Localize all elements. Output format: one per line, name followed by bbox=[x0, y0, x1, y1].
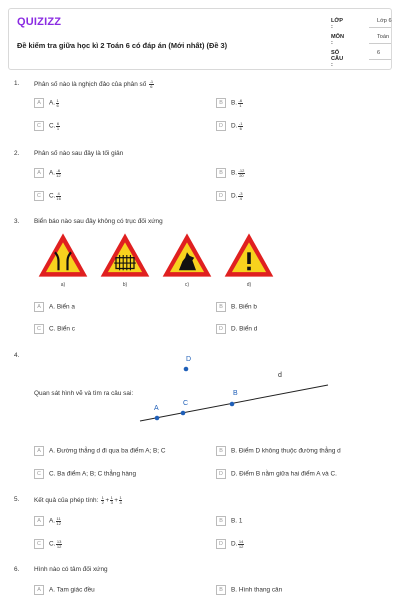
point-label: A bbox=[154, 405, 159, 412]
option-prefix: C. bbox=[49, 122, 56, 130]
option-letter-box: C bbox=[34, 324, 44, 334]
frac-num: -12 bbox=[238, 167, 245, 173]
option-letter-box: B bbox=[216, 516, 226, 526]
option-prefix: A. bbox=[49, 169, 56, 177]
frac-den: 2 bbox=[101, 500, 104, 505]
question-text bbox=[34, 80, 155, 89]
frac-den: 1 bbox=[56, 125, 60, 131]
point-c bbox=[181, 411, 186, 416]
question-text: Hình nào có tâm đối xứng bbox=[34, 566, 108, 573]
frac-num: 1 bbox=[101, 495, 104, 500]
traffic-signs-figure bbox=[36, 230, 286, 292]
fraction bbox=[119, 496, 122, 505]
option-text: C. Biển c bbox=[49, 325, 75, 333]
fraction bbox=[56, 192, 60, 201]
option-b[interactable] bbox=[216, 98, 244, 110]
warning-sign-b-icon bbox=[98, 230, 152, 280]
frac-num: -6 bbox=[238, 97, 243, 103]
frac-den: 12 bbox=[238, 543, 244, 549]
frac-num: 14 bbox=[238, 538, 244, 544]
frac-num: 1 bbox=[56, 97, 59, 103]
option-text: C. Ba điểm A; B; C thẳng hàng bbox=[49, 470, 137, 478]
frac-den: 16 bbox=[56, 195, 61, 201]
geometry-figure bbox=[138, 356, 338, 426]
option-letter-box: D bbox=[216, 121, 226, 131]
option-c[interactable] bbox=[34, 324, 75, 336]
line-label: d bbox=[278, 372, 282, 379]
quizizz-logo: QUIZIZZ bbox=[17, 16, 62, 28]
option-prefix: C. bbox=[49, 192, 56, 200]
option-text: B. Điểm D không thuộc đường thẳng d bbox=[231, 447, 341, 455]
option-prefix: D. bbox=[231, 122, 238, 130]
fraction bbox=[238, 122, 243, 131]
warning-sign-c-icon bbox=[160, 230, 214, 280]
fraction bbox=[56, 540, 61, 549]
option-letter-box: A bbox=[34, 516, 44, 526]
option-letter-box: D bbox=[216, 324, 226, 334]
option-b[interactable] bbox=[216, 302, 257, 314]
option-text: B. 1 bbox=[231, 517, 243, 525]
option-letter-box: D bbox=[216, 191, 226, 201]
point-d bbox=[184, 367, 189, 372]
fraction bbox=[149, 80, 154, 89]
option-letter-box: A bbox=[34, 446, 44, 456]
fraction bbox=[238, 99, 243, 108]
option-a[interactable] bbox=[34, 168, 62, 180]
meta-underline bbox=[369, 59, 391, 60]
frac-num: 4 bbox=[57, 190, 60, 196]
option-b[interactable] bbox=[216, 168, 246, 180]
option-letter-box: A bbox=[34, 585, 44, 595]
frac-num: 11 bbox=[56, 515, 61, 521]
frac-den: 4 bbox=[239, 195, 242, 201]
option-prefix: C. bbox=[49, 540, 56, 548]
warning-sign-d-icon bbox=[222, 230, 276, 280]
option-d[interactable] bbox=[216, 191, 244, 203]
frac-num: -1 bbox=[238, 120, 243, 126]
question-text-main: Phân số nào là nghịch đảo của phân số bbox=[34, 81, 147, 89]
meta-underline bbox=[369, 43, 391, 44]
sign-label: d) bbox=[246, 282, 252, 288]
option-text: A. Đường thẳng d đi qua ba điểm A; B; C bbox=[49, 447, 166, 455]
frac-den: 12 bbox=[56, 520, 61, 526]
option-a[interactable] bbox=[34, 98, 60, 110]
fraction bbox=[238, 169, 245, 178]
question-number: 2. bbox=[14, 150, 20, 157]
option-letter-box: B bbox=[216, 98, 226, 108]
option-letter-box: B bbox=[216, 302, 226, 312]
option-text: B. Hình thang cân bbox=[231, 586, 283, 594]
question-text: Biển báo nào sau đây không có trục đối xứng bbox=[34, 218, 163, 225]
option-text: B. Biển b bbox=[231, 303, 257, 311]
option-a[interactable] bbox=[34, 516, 62, 528]
frac-den: 6 bbox=[56, 102, 59, 108]
option-c[interactable] bbox=[34, 121, 61, 133]
option-letter-box: C bbox=[34, 191, 44, 201]
option-text: D. Biển d bbox=[231, 325, 258, 333]
option-letter-box: B bbox=[216, 168, 226, 178]
question-number: 5. bbox=[14, 496, 20, 503]
option-letter-box: C bbox=[34, 539, 44, 549]
option-prefix: D. bbox=[231, 192, 238, 200]
question-text: Kết quả của phép tính: $\frac{1}{2}$ + $\frac{1}{3}$ + $\frac{1}{4}$ bbox=[34, 495, 122, 505]
option-prefix: A. bbox=[49, 99, 56, 107]
fraction bbox=[56, 517, 61, 526]
fraction bbox=[56, 99, 59, 108]
frac-num: 13 bbox=[56, 538, 62, 544]
option-d[interactable] bbox=[216, 469, 337, 481]
option-b[interactable] bbox=[216, 516, 242, 528]
option-text: A. Tam giác đều bbox=[49, 586, 95, 594]
option-letter-box: A bbox=[34, 168, 44, 178]
option-b[interactable] bbox=[216, 446, 341, 458]
point-label: D bbox=[186, 356, 192, 363]
option-a[interactable] bbox=[34, 302, 75, 314]
option-letter-box: A bbox=[34, 302, 44, 312]
option-b[interactable] bbox=[216, 585, 282, 597]
option-letter-box: D bbox=[216, 539, 226, 549]
question-number: 4. bbox=[14, 352, 20, 359]
question-number: 1. bbox=[14, 80, 20, 87]
option-d[interactable] bbox=[216, 539, 245, 551]
frac-den: 4 bbox=[119, 500, 122, 505]
point-label: B bbox=[233, 390, 238, 397]
frac-num: 1 bbox=[110, 495, 113, 500]
option-letter-box: C bbox=[34, 469, 44, 479]
fraction bbox=[238, 540, 243, 549]
frac-num: -6 bbox=[56, 167, 61, 173]
point-a bbox=[155, 416, 160, 421]
frac-num: -3 bbox=[238, 190, 243, 196]
option-a[interactable] bbox=[34, 446, 165, 458]
option-prefix: B. bbox=[231, 99, 238, 107]
option-letter-box: B bbox=[216, 446, 226, 456]
warning-sign-a-icon bbox=[36, 230, 90, 280]
question-text: Quan sát hình vẽ và tìm ra câu sai: bbox=[34, 390, 134, 397]
question-number: 6. bbox=[14, 566, 20, 573]
frac-den: 20 bbox=[239, 172, 244, 178]
meta-underline bbox=[369, 27, 391, 28]
option-d[interactable] bbox=[216, 121, 244, 133]
option-letter-box: C bbox=[34, 121, 44, 131]
option-c[interactable] bbox=[34, 191, 62, 203]
frac-den: 3 bbox=[110, 500, 113, 505]
meta-key: LỚP : bbox=[331, 18, 343, 30]
frac-den: 12 bbox=[56, 172, 61, 178]
point-b bbox=[230, 402, 235, 407]
option-prefix: A. bbox=[49, 517, 56, 525]
option-c[interactable] bbox=[34, 539, 63, 551]
fraction bbox=[101, 496, 104, 505]
fraction bbox=[110, 496, 113, 505]
option-text: A. Biển a bbox=[49, 303, 75, 311]
meta-value: 6 bbox=[377, 50, 381, 56]
frac-den: 6 bbox=[150, 84, 153, 89]
meta-key: SỐ CÂU : bbox=[331, 50, 344, 68]
option-prefix: D. bbox=[231, 540, 238, 548]
frac-den: 12 bbox=[56, 543, 62, 549]
meta-value: Lớp 6 bbox=[377, 18, 392, 24]
point-label: C bbox=[183, 400, 189, 407]
frac-den: 6 bbox=[239, 125, 242, 131]
option-prefix: B. bbox=[231, 169, 238, 177]
meta-key: MÔN : bbox=[331, 34, 345, 46]
sign-label: a) bbox=[60, 282, 66, 288]
option-letter-box: D bbox=[216, 469, 226, 479]
option-letter-box: A bbox=[34, 98, 44, 108]
option-c[interactable] bbox=[34, 469, 136, 481]
page-title: Đề kiểm tra giữa học kì 2 Toán 6 có đáp án (Mới nhất) (Đề 3) bbox=[17, 41, 228, 50]
frac-den: 1 bbox=[239, 102, 242, 108]
question-number: 3. bbox=[14, 218, 20, 225]
frac-num: -1 bbox=[149, 79, 154, 84]
option-text: D. Điểm B nằm giữa hai điểm A và C. bbox=[231, 470, 337, 478]
option-a[interactable] bbox=[34, 585, 95, 597]
frac-num: 1 bbox=[119, 495, 122, 500]
fraction bbox=[56, 169, 61, 178]
option-d[interactable] bbox=[216, 324, 257, 336]
header-card bbox=[8, 8, 392, 70]
sign-label: c) bbox=[184, 282, 190, 288]
fraction bbox=[238, 192, 243, 201]
meta-value: Toán bbox=[377, 34, 390, 40]
fraction bbox=[56, 122, 59, 131]
question-text-main: Kết quả của phép tính: bbox=[34, 497, 99, 505]
option-letter-box: B bbox=[216, 585, 226, 595]
question-text: Phân số nào sau đây là tối giản bbox=[34, 150, 124, 157]
sign-label: b) bbox=[122, 282, 128, 288]
frac-num: 6 bbox=[56, 120, 60, 126]
